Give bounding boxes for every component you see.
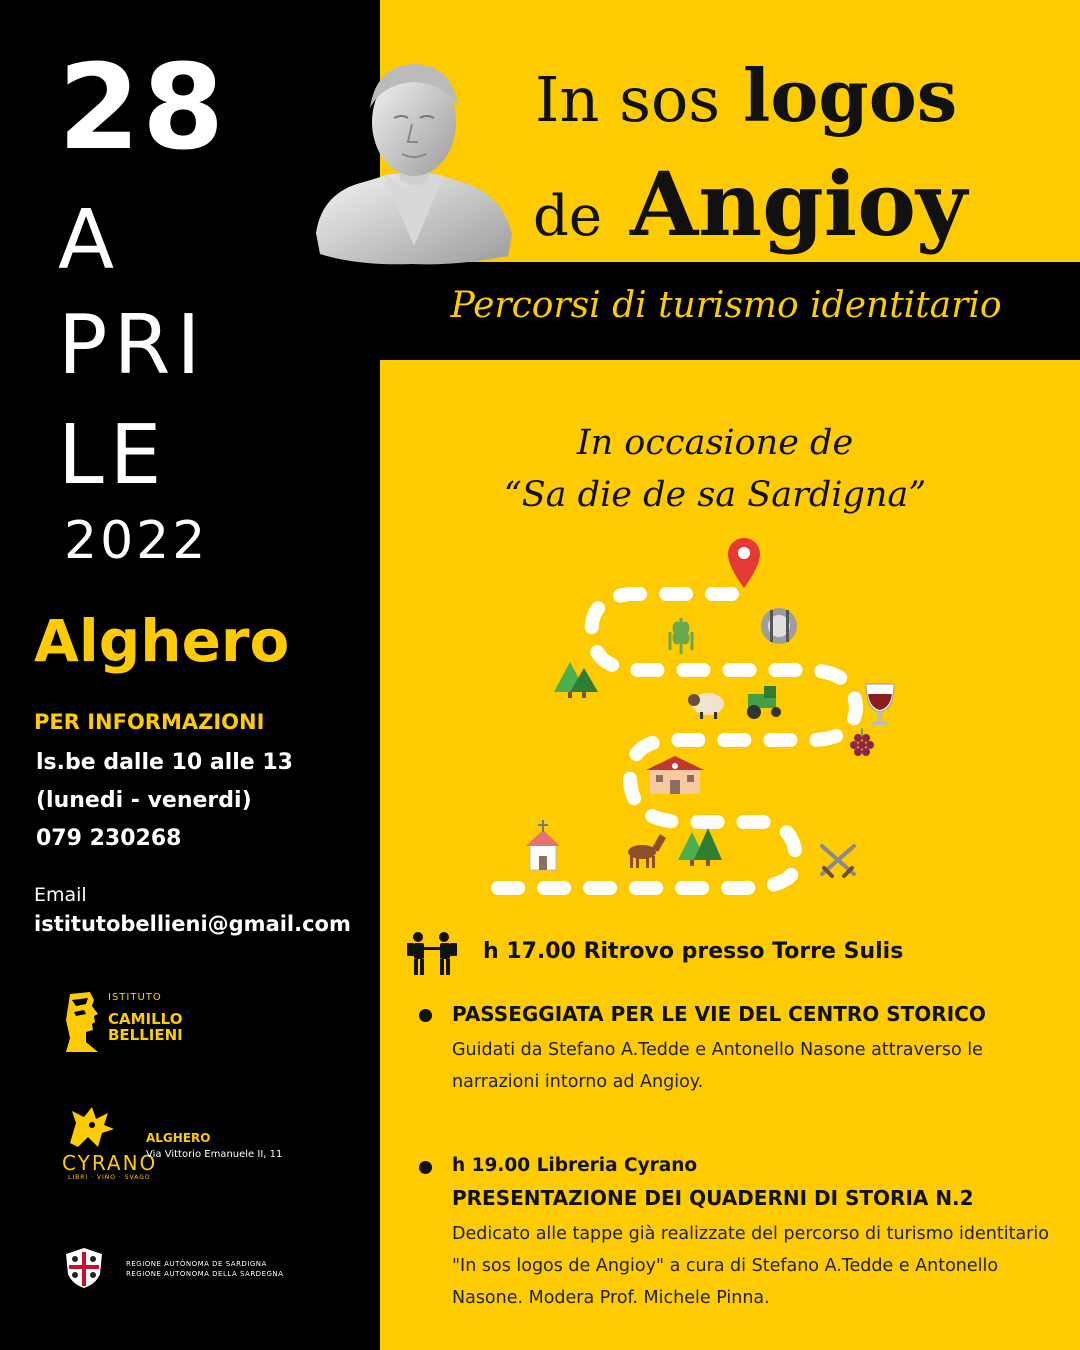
title-in-sos: In sos: [535, 63, 721, 136]
istituto-label: ISTITUTO: [108, 992, 162, 1003]
info-days: (lunedi - venerdi): [36, 788, 252, 813]
walk-heading: PASSEGGIATA PER LE VIE DEL CENTRO STORICO: [452, 1002, 986, 1026]
meeting-time-place: h 17.00 Ritrovo presso Torre Sulis: [483, 939, 904, 964]
regione-sardu-label: REGIONE AUTÒNOMA DE SARDIGNA: [126, 1260, 267, 1268]
hikers-icon: [404, 931, 460, 977]
istituto-bellieni-logo: [64, 990, 194, 1056]
event-month-line-2: PRI: [58, 298, 207, 393]
angioy-bust-image: [308, 58, 518, 268]
event-month-line-3: LE: [58, 408, 168, 503]
subtitle: Percorsi di turismo identitario: [450, 285, 1002, 326]
cyrano-address: Via Vittorio Emanuele II, 11: [146, 1149, 283, 1160]
info-phone[interactable]: 079 230268: [36, 826, 182, 851]
presentation-heading: PRESENTAZIONE DEI QUADERNI DI STORIA N.2: [452, 1186, 974, 1210]
presentation-time-place: h 19.00 Libreria Cyrano: [452, 1155, 698, 1176]
cutlery-plate-icon: [761, 608, 797, 644]
email-label: Email: [34, 884, 87, 906]
wine-glass-icon: [866, 684, 894, 725]
cyrano-lion-icon: [62, 1103, 132, 1151]
event-day: 28: [58, 38, 227, 176]
title-angioy: Angioy: [629, 152, 968, 256]
sheep-icon: [688, 693, 724, 719]
school-building-icon: [646, 756, 704, 794]
camillo-label: CAMILLO: [108, 1010, 183, 1028]
title-logos: logos: [742, 53, 958, 138]
regione-italiano-label: REGIONE AUTONOMA DELLA SARDEGNA: [126, 1270, 284, 1278]
occasion-line-2: “Sa die de sa Sardigna”: [503, 475, 927, 515]
title-line-1: [535, 53, 958, 138]
horse-icon: [628, 834, 666, 868]
grapes-icon: [850, 728, 874, 756]
wheat-icon: [670, 618, 692, 654]
bullet-icon: [419, 1161, 432, 1174]
cyrano-name: CYRANO: [62, 1151, 158, 1175]
info-hours: ls.be dalle 10 alle 13: [36, 750, 293, 775]
email-address[interactable]: istitutobellieni@gmail.com: [34, 912, 351, 936]
bullet-icon: [419, 1009, 432, 1022]
location-pin-icon: [728, 538, 760, 588]
tree-icon-left: [554, 662, 598, 698]
church-icon: [526, 820, 560, 870]
event-city: Alghero: [34, 607, 290, 675]
title-line-2: [533, 152, 968, 256]
cyrano-city: ALGHERO: [146, 1131, 211, 1145]
occasion-line-1: In occasione de: [576, 423, 854, 463]
tree-icon-bottom: [678, 828, 722, 866]
bellieni-profile-icon: [64, 990, 104, 1054]
event-year: 2022: [64, 511, 209, 571]
regione-sardegna-logo: [62, 1246, 302, 1290]
sardinia-coat-of-arms-icon: [62, 1246, 106, 1290]
tractor-icon: [747, 686, 781, 719]
walk-description: Guidati da Stefano A.Tedde e Antonello Nasone attraverso le narrazioni intorno ad Angioy.: [452, 1040, 983, 1092]
cyrano-tagline: LIBRI · VINO · SVAGO: [68, 1174, 151, 1181]
route-map-illustration: [480, 530, 920, 910]
event-month-line-1: A: [58, 193, 121, 288]
crossed-swords-icon: [822, 846, 854, 876]
info-heading: PER INFORMAZIONI: [34, 710, 265, 734]
cyrano-logo: [62, 1103, 302, 1183]
presentation-description: Dedicato alle tappe già realizzate del percorso di turismo identitario "In sos logos de Angioy" a cura di Stefano A.Tedde e Antonello Nasone. Modera Prof. Michele Pinna.: [452, 1224, 1049, 1308]
title-de: de: [533, 184, 602, 249]
bellieni-label: BELLIENI: [108, 1026, 183, 1044]
